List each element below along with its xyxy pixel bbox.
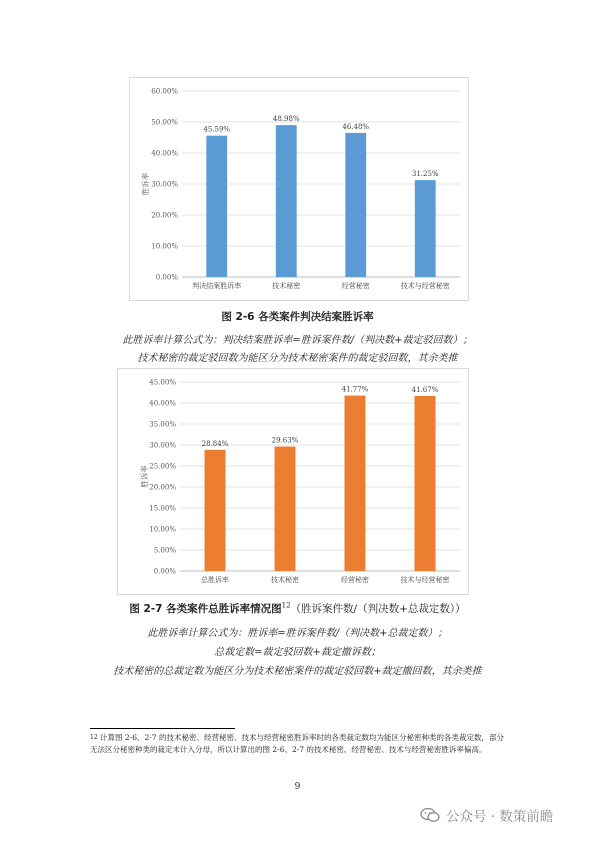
figure-2-7-caption-title: 图 2-7 各类案件总胜诉率情况图 <box>129 603 282 615</box>
chart2-ytick-label: 45.00% <box>149 378 176 387</box>
chart1-svg <box>130 78 468 300</box>
chart2-bar <box>275 447 296 571</box>
chart1-bar <box>415 180 436 277</box>
figure-2-6-note-1: 此胜诉率计算公式为：判决结案胜诉率=胜诉案件数/（判决数+裁定驳回数）； <box>122 335 473 346</box>
chart1-ytick-label: 20.00% <box>151 211 178 220</box>
chart1-ytick-label: 50.00% <box>151 118 178 127</box>
chart2-bar <box>415 396 436 571</box>
figure-2-6-note-2: 技术秘密的裁定驳回数为能区分为技术秘密案件的裁定驳回数，其余类推 <box>137 353 458 364</box>
chart2-ytick-label: 20.00% <box>149 483 176 492</box>
chart2-ytick-label: 5.00% <box>153 546 176 555</box>
chart2-ytick-label: 25.00% <box>149 462 176 471</box>
chart1-bar <box>276 125 297 277</box>
figure-2-7-note-2: 总裁定数=裁定驳回数+裁定撤诉数； <box>214 647 381 658</box>
chart-total-rate <box>117 368 469 595</box>
chart1-y-axis-title: 胜诉率 <box>141 172 150 196</box>
chart1-category-label: 经营秘密 <box>341 282 370 290</box>
watermark-text: 公众号 · 数策前瞻 <box>446 809 554 825</box>
chart2-bar <box>345 396 366 571</box>
footnote-12 <box>90 732 505 756</box>
footnote-marker: 12 <box>90 734 98 741</box>
chart1-ytick-label: 10.00% <box>151 242 178 251</box>
chart2-category-label: 技术秘密 <box>271 576 299 584</box>
chart1-category-label: 技术与经营秘密 <box>400 282 450 290</box>
chart1-category-label: 判决结案胜诉率 <box>192 282 242 290</box>
figure-2-7-note-1: 此胜诉率计算公式为：胜诉率=胜诉案件数/（判决数+总裁定数）； <box>147 628 448 639</box>
chart2-bar <box>205 450 226 571</box>
chart2-ytick-label: 40.00% <box>149 399 176 408</box>
figure-2-6-caption: 图 2-6 各类案件判决结案胜诉率 <box>221 311 374 323</box>
chart2-svg <box>118 369 468 594</box>
chart2-y-axis-title: 胜诉率 <box>140 465 149 488</box>
chart1-category-label: 技术秘密 <box>272 282 301 290</box>
chart1-ytick-label: 40.00% <box>151 149 178 158</box>
wechat-icon <box>420 807 440 823</box>
chart1-data-label: 31.25% <box>411 170 439 179</box>
chart1-data-label: 45.59% <box>203 125 231 134</box>
chart1-ytick-label: 0.00% <box>155 273 178 282</box>
chart2-ytick-label: 15.00% <box>149 504 176 513</box>
chart2-category-label: 总胜诉率 <box>201 576 229 584</box>
figure-2-7-caption-formula: （胜诉案件数/（判决数+总裁定数）） <box>290 603 466 615</box>
chart1-bar <box>345 133 366 277</box>
chart2-ytick-label: 35.00% <box>149 420 176 429</box>
chart1-ytick-label: 30.00% <box>151 180 178 189</box>
chart2-data-label: 41.77% <box>341 385 369 394</box>
chart2-category-label: 技术与经营秘密 <box>400 576 450 584</box>
chart2-ytick-label: 10.00% <box>149 525 176 534</box>
figure-2-7-caption <box>0 601 595 616</box>
footnote-text: 计算图 2-6、2-7 的技术秘密、经营秘密、技术与经营秘密胜诉率时的各类裁定数均为能区分秘密种类的各类裁定数，部分无法区分秘密种类的裁定未计入分母，所以计算出的图 2-6、2-7 的技术秘密、经营秘密、技术与经营秘密胜诉率偏高。 <box>90 733 504 754</box>
chart-rate-by-type <box>129 77 469 301</box>
figure-2-7-note-3: 技术秘密的总裁定数为能区分为技术秘密案件的裁定驳回数+裁定撤回数，其余类推 <box>113 666 482 677</box>
chart2-category-label: 经营秘密 <box>341 576 369 584</box>
chart1-ytick-label: 60.00% <box>151 87 178 96</box>
chart1-data-label: 46.48% <box>342 122 370 131</box>
chart2-ytick-label: 30.00% <box>149 441 176 450</box>
footnote-separator <box>90 728 235 729</box>
chart2-data-label: 41.67% <box>411 385 439 394</box>
watermark <box>420 805 553 825</box>
chart2-data-label: 29.63% <box>271 436 299 445</box>
chart2-ytick-label: 0.00% <box>153 567 176 576</box>
chart1-bar <box>206 136 227 277</box>
page-number: 9 <box>294 782 301 792</box>
chart1-data-label: 48.98% <box>272 115 300 124</box>
chart2-data-label: 28.84% <box>201 439 229 448</box>
figure-2-7-footnote-ref[interactable]: 12 <box>281 601 291 610</box>
